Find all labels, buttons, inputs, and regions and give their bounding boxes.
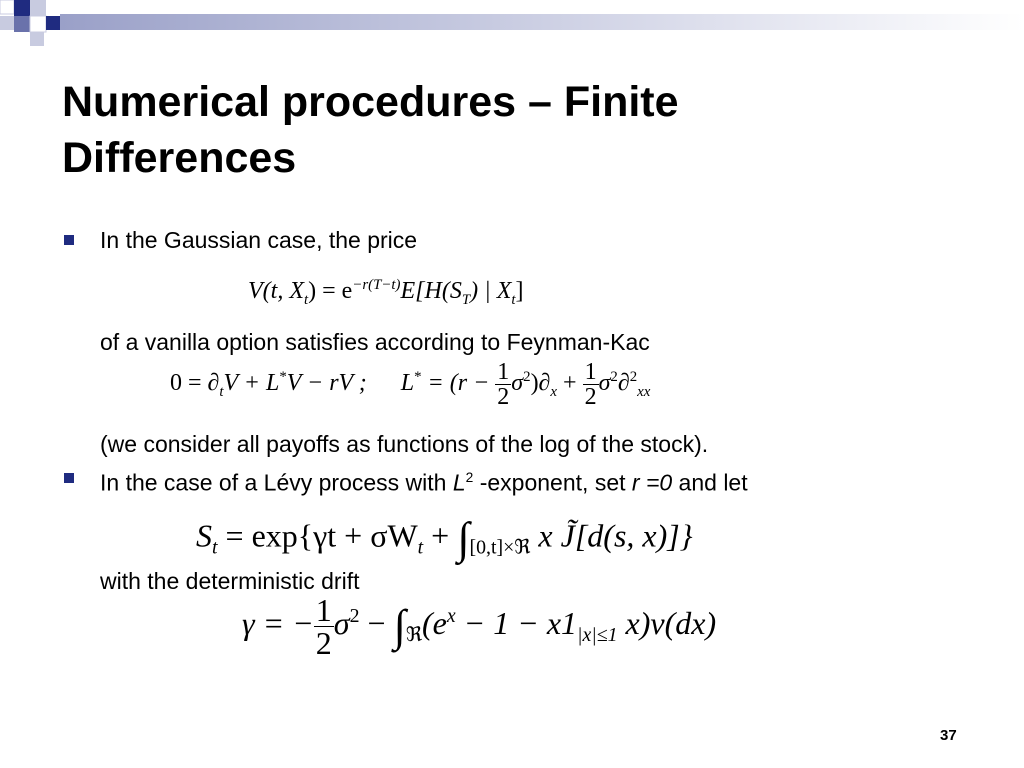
bullet-2-part-c: and let: [672, 469, 748, 496]
equation-drift: [242, 594, 716, 659]
eq2-partial-2-sub: xx: [637, 383, 651, 400]
eq2-operator-sup: *: [414, 369, 422, 386]
eq2-frac1-den: 2: [497, 384, 510, 410]
eq2-operator: L: [400, 370, 415, 397]
eq2-part2-sup: *: [279, 369, 287, 386]
eq4-sigma: σ: [333, 604, 350, 641]
slide-title: [62, 74, 962, 186]
eq2-sigma-2: σ: [598, 370, 611, 397]
eq2-frac1-num: 1: [497, 359, 510, 385]
eq2-frac2-den: 2: [584, 384, 597, 410]
bullet-1-text: In the Gaussian case, the price: [100, 227, 418, 253]
feynman-kac-line: of a vanilla option satisfies according to Feynman-Kac: [100, 329, 650, 355]
decor-square: [14, 0, 30, 16]
bullet-2-part-b: -exponent, set: [473, 469, 632, 496]
eq2-partial-2: ∂: [617, 370, 630, 397]
title-line-2: Differences: [62, 134, 297, 182]
eq4-frac-num: 1: [315, 592, 332, 628]
bullet-2-L: L: [452, 469, 466, 496]
eq2-sigma-2-sup: 2: [610, 369, 618, 386]
eq1-rhs3: ]: [515, 278, 524, 304]
bullet-marker-1: [64, 235, 74, 245]
payoffs-line: (we consider all payoffs as functions of the log of the stock).: [100, 431, 709, 457]
eq2-left: 0 = ∂: [170, 370, 220, 397]
bullet-marker-2: [64, 473, 74, 483]
eq3-S-sub: t: [212, 536, 218, 559]
header-decoration: [0, 0, 1024, 50]
eq2-operator-eq: = (r −: [421, 370, 490, 397]
eq3-W-sub: t: [417, 536, 424, 559]
bullet-2-r-eq: r =0: [631, 469, 673, 496]
eq2-sigma-1-sup: 2: [523, 369, 531, 386]
eq2-partial-2-sup: 2: [629, 369, 638, 386]
eq3-S: S: [196, 517, 212, 554]
equation-price: [248, 277, 524, 308]
page-number: 37: [940, 727, 957, 744]
eq4-fraction: [314, 594, 334, 659]
bullet-2-L-sup: 2: [465, 470, 474, 485]
equation-feynman-kac: [170, 360, 650, 409]
eq2-fraction-1: [495, 360, 511, 409]
eq1-exponent: −r(T−t): [352, 277, 401, 293]
eq1-lhs: V(t, X: [248, 278, 304, 304]
eq2-close-1-sub: x: [550, 383, 558, 400]
eq4-integral-sub: ℜ: [405, 624, 422, 647]
eq4-sigma-sup: 2: [349, 605, 360, 628]
eq4-body: (e: [421, 604, 447, 641]
eq4-indicator-sub: |x|≤1: [577, 624, 618, 647]
eq4-frac-den: 2: [315, 625, 332, 661]
eq4-body3: x)v(dx): [617, 604, 717, 641]
eq4-minus: −: [359, 604, 394, 641]
eq4-gamma: γ = −: [242, 604, 314, 641]
eq2-sigma-1: σ: [511, 370, 524, 397]
eq4-integral: ∫: [393, 600, 406, 651]
eq2-left-sub: t: [219, 383, 224, 400]
header-gradient-bar: [60, 14, 1024, 30]
eq1-rhs2-sub: t: [511, 291, 516, 308]
eq1-mid: ) = e: [308, 278, 353, 304]
eq2-part2: V + L: [223, 370, 280, 397]
eq1-lhs-sub: t: [303, 291, 309, 308]
eq3-integral-sub: [0,t]×ℜ: [469, 536, 531, 559]
eq2-frac2-num: 1: [584, 359, 597, 385]
bullet-2-text: [100, 464, 748, 497]
eq3-body: = exp{γt + σW: [217, 517, 418, 554]
title-line-1: Numerical procedures – Finite: [62, 78, 679, 126]
bullet-2-part-a: In the case of a Lévy process with: [100, 469, 453, 496]
eq4-e-sup: x: [446, 605, 456, 628]
eq2-plus: +: [557, 370, 577, 397]
eq1-rhs-sub: T: [461, 291, 471, 308]
eq3-plus: +: [423, 517, 458, 554]
eq3-integral: ∫: [457, 513, 470, 563]
eq3-tail: x J̃[d(s, x)]}: [530, 517, 693, 554]
eq2-close-1: )∂: [530, 370, 551, 397]
drift-line: with the deterministic drift: [100, 568, 360, 594]
equation-levy-process: [196, 512, 693, 564]
eq1-rhs: E[H(S: [400, 278, 462, 304]
eq2-fraction-2: [583, 360, 599, 409]
eq4-body2: − 1 − x1: [455, 604, 578, 641]
eq2-part3: V − rV ;: [286, 370, 367, 397]
eq1-rhs2: ) | X: [470, 278, 512, 304]
